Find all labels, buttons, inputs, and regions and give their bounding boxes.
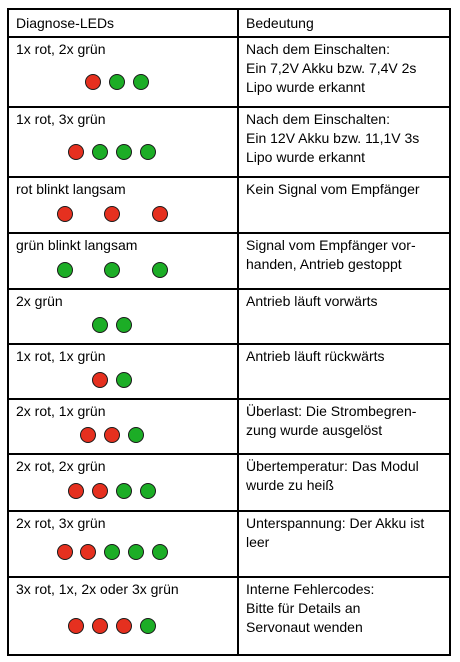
led-cell	[8, 577, 238, 655]
table-header-row	[8, 9, 450, 37]
meaning-line: Servonaut wenden	[246, 619, 363, 635]
green-led-icon	[128, 427, 144, 443]
green-led-icon	[140, 618, 156, 634]
meaning-line: Antrieb läuft rückwärts	[246, 348, 385, 364]
green-led-icon	[116, 317, 132, 333]
meaning-line: leer	[246, 534, 270, 550]
led-cell	[8, 454, 238, 511]
led-diagnostics-table	[7, 8, 451, 656]
table-row	[8, 289, 450, 344]
meaning-line: Interne Fehlercodes:	[246, 581, 375, 597]
led-pattern-label: 1x rot, 2x grün	[16, 41, 106, 57]
table-row	[8, 399, 450, 454]
meaning-cell	[238, 577, 450, 655]
red-led-icon	[92, 618, 108, 634]
green-led-icon	[92, 317, 108, 333]
meaning-cell	[238, 37, 450, 107]
table-row	[8, 577, 450, 655]
led-pattern-label: 2x grün	[16, 293, 63, 309]
red-led-icon	[104, 206, 120, 222]
led-pattern-label: 1x rot, 3x grün	[16, 111, 106, 127]
meaning-line: Überlast: Die Strombegren-	[246, 403, 417, 419]
led-pattern-label: rot blinkt langsam	[16, 181, 126, 197]
meaning-line: Bitte für Details an	[246, 600, 361, 616]
green-led-icon	[116, 144, 132, 160]
green-led-icon	[92, 144, 108, 160]
meaning-line: Kein Signal vom Empfänger	[246, 181, 420, 197]
green-led-icon	[109, 74, 125, 90]
red-led-icon	[92, 483, 108, 499]
green-led-icon	[104, 262, 120, 278]
meaning-line: Ein 12V Akku bzw. 11,1V 3s	[246, 130, 420, 146]
meaning-line: Ein 7,2V Akku bzw. 7,4V 2s	[246, 60, 417, 76]
meaning-cell	[238, 107, 450, 177]
meaning-line: handen, Antrieb gestoppt	[246, 256, 402, 272]
led-pattern-label: 2x rot, 1x grün	[16, 403, 106, 419]
meaning-line: Lipo wurde erkannt	[246, 79, 366, 95]
header-bedeutung: Bedeutung	[238, 9, 450, 37]
led-pattern-label: 2x rot, 3x grün	[16, 515, 106, 531]
red-led-icon	[104, 427, 120, 443]
green-led-icon	[128, 544, 144, 560]
led-pattern-label: 2x rot, 2x grün	[16, 458, 106, 474]
meaning-cell	[238, 454, 450, 511]
led-pattern-label: grün blinkt langsam	[16, 237, 138, 253]
meaning-cell	[238, 233, 450, 289]
red-led-icon	[92, 372, 108, 388]
green-led-icon	[116, 483, 132, 499]
red-led-icon	[80, 427, 96, 443]
meaning-cell	[238, 289, 450, 344]
table-row	[8, 37, 450, 107]
red-led-icon	[68, 144, 84, 160]
red-led-icon	[68, 618, 84, 634]
green-led-icon	[152, 544, 168, 560]
led-cell	[8, 344, 238, 399]
table-row	[8, 454, 450, 511]
meaning-line: Nach dem Einschalten:	[246, 111, 390, 127]
red-led-icon	[152, 206, 168, 222]
table-row	[8, 511, 450, 577]
table-body	[8, 37, 450, 655]
red-led-icon	[116, 618, 132, 634]
led-cell	[8, 289, 238, 344]
red-led-icon	[57, 544, 73, 560]
led-cell	[8, 399, 238, 454]
green-led-icon	[57, 262, 73, 278]
meaning-line: Übertemperatur: Das Modul	[246, 458, 419, 474]
meaning-line: zung wurde ausgelöst	[246, 422, 383, 438]
meaning-line: Signal vom Empfänger vor-	[246, 237, 416, 253]
red-led-icon	[85, 74, 101, 90]
meaning-cell	[238, 399, 450, 454]
meaning-line: Nach dem Einschalten:	[246, 41, 390, 57]
led-pattern-label: 1x rot, 1x grün	[16, 348, 106, 364]
table-row	[8, 233, 450, 289]
table-row	[8, 344, 450, 399]
green-led-icon	[133, 74, 149, 90]
green-led-icon	[116, 372, 132, 388]
header-diagnose-leds: Diagnose-LEDs	[8, 9, 238, 37]
led-pattern-label: 3x rot, 1x, 2x oder 3x grün	[16, 581, 179, 597]
meaning-cell	[238, 511, 450, 577]
red-led-icon	[80, 544, 96, 560]
led-cell	[8, 233, 238, 289]
green-led-icon	[140, 483, 156, 499]
green-led-icon	[104, 544, 120, 560]
meaning-line: Unterspannung: Der Akku ist	[246, 515, 425, 531]
red-led-icon	[68, 483, 84, 499]
meaning-cell	[238, 344, 450, 399]
led-cell	[8, 107, 238, 177]
led-cell	[8, 177, 238, 233]
led-cell	[8, 511, 238, 577]
meaning-line: Antrieb läuft vorwärts	[246, 293, 378, 309]
table-row	[8, 177, 450, 233]
meaning-line: wurde zu heiß	[246, 477, 334, 493]
green-led-icon	[152, 262, 168, 278]
green-led-icon	[140, 144, 156, 160]
meaning-line: Lipo wurde erkannt	[246, 149, 366, 165]
led-cell	[8, 37, 238, 107]
table-row	[8, 107, 450, 177]
red-led-icon	[57, 206, 73, 222]
meaning-cell	[238, 177, 450, 233]
